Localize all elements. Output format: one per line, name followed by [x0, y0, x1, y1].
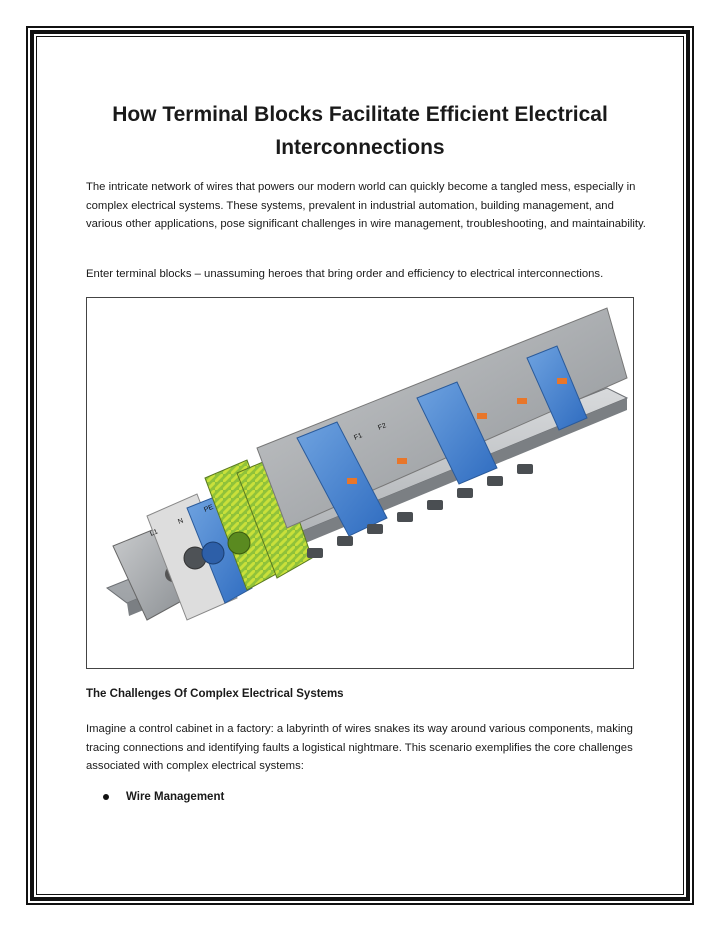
section-paragraph: Imagine a control cabinet in a factory: a labyrinth of wires snakes its way around various components, making tracing connections and identifying faults a logistical nightmare. This scenario exemplifies the core challenges associated with complex electrical systems:	[86, 723, 633, 773]
block-label-l1: L1	[149, 528, 159, 538]
block-label-n: N	[177, 517, 185, 526]
block-label-pe: PE	[203, 503, 215, 514]
second-paragraph: Enter terminal blocks – unassuming heroes that bring order and efficiency to electrical interconnections.	[86, 268, 604, 280]
document-title: How Terminal Blocks Facilitate Efficient Electrical Interconnections	[112, 103, 608, 159]
intro-paragraph: The intricate network of wires that powers our modern world can quickly become a tangled mess, especially in complex electrical systems. These systems, prevalent in industrial automation, building management, and various other applications, pose significant challenges in wire management, troubleshooting, and maintainability.	[86, 181, 646, 231]
bullet-dot-icon	[103, 794, 109, 800]
block-label-f2: F2	[377, 422, 388, 432]
terminal-block-row	[147, 298, 627, 620]
bullet-label: Wire Management	[126, 791, 225, 803]
block-label-f1: F1	[353, 432, 364, 442]
bullet-item	[103, 791, 224, 803]
section-heading: The Challenges Of Complex Electrical Systems	[86, 688, 344, 700]
terminal-blocks-image	[86, 297, 634, 669]
